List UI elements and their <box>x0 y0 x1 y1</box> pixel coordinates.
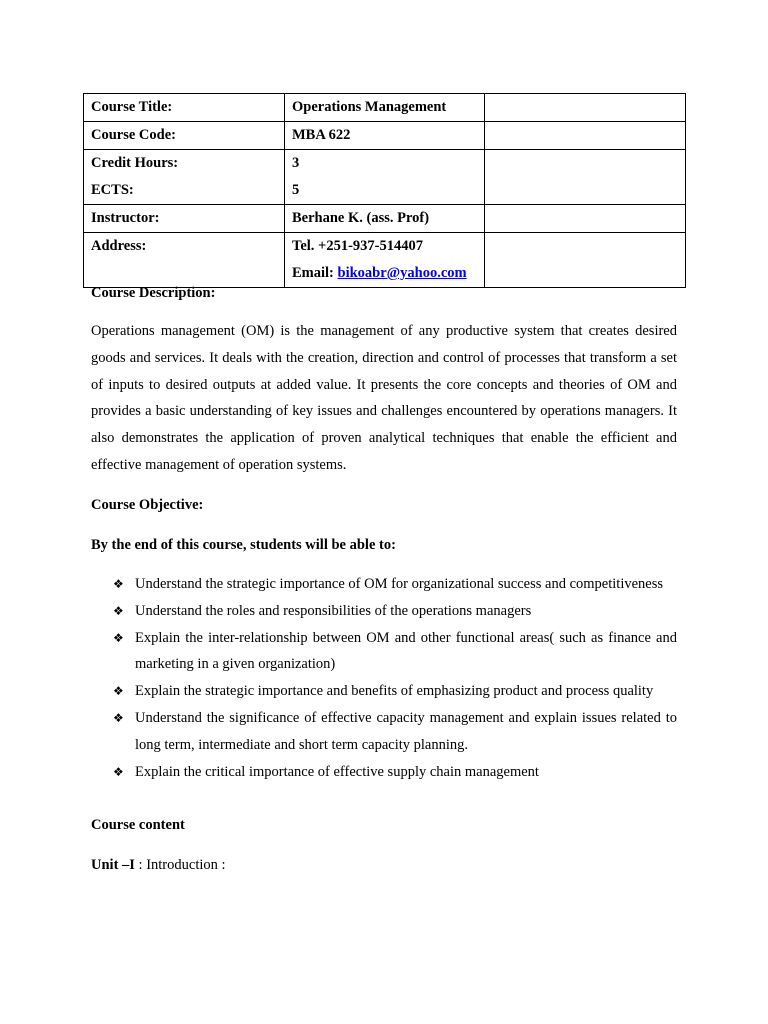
diamond-bullet-icon: ❖ <box>113 630 124 645</box>
email-link[interactable]: bikoabr@yahoo.com <box>337 265 467 281</box>
empty-cell <box>485 205 686 233</box>
list-item <box>91 571 677 598</box>
objective-text: Explain the critical importance of effective supply chain management <box>135 763 539 780</box>
course-code-label: Course Code: <box>84 122 285 150</box>
objectives-intro: By the end of this course, students will be able to: <box>91 537 396 553</box>
table-row-credits <box>84 150 686 205</box>
unit-label: Unit –I <box>91 857 135 873</box>
unit-heading <box>91 855 226 875</box>
list-item <box>91 598 677 625</box>
objective-text: Understand the roles and responsibilities of the operations managers <box>135 602 532 619</box>
diamond-bullet-icon: ❖ <box>113 710 124 725</box>
course-title-label: Course Title: <box>84 94 285 122</box>
course-objective-heading: Course Objective: <box>91 497 204 513</box>
course-description-text: Operations management (OM) is the management of any productive system that creates desired goods and services. It deals with the creation, direction and control of processes that transform a set of inputs to desired outputs at added value. It presents the core concepts and theories of OM and provides a basic understanding of key issues and challenges encountered by operations managers. It also demonstrates the application of proven analytical techniques that enable the efficient and effective management of operation systems. <box>91 323 677 473</box>
course-description-heading: Course Description: <box>91 285 216 301</box>
credit-hours-value: 3 <box>292 155 300 171</box>
table-row-course-title <box>84 94 686 122</box>
objective-text: Explain the inter-relationship between OM and other functional areas( such as finance and marketing in a given organization) <box>135 629 677 673</box>
email-label: Email: <box>292 265 338 281</box>
instructor-label: Instructor: <box>84 205 285 233</box>
instructor-value: Berhane K. (ass. Prof) <box>285 205 485 233</box>
empty-cell <box>485 94 686 122</box>
objectives-list <box>91 571 677 785</box>
empty-cell <box>485 122 686 150</box>
objective-text: Understand the significance of effective capacity management and explain issues related to long term, intermediate and short term capacity planning. <box>135 709 677 753</box>
objective-text: Understand the strategic importance of OM for organizational success and competitiveness <box>135 576 664 592</box>
tel-value: Tel. +251-937-514407 <box>292 238 423 254</box>
credits-value-cell <box>285 150 485 205</box>
email-line <box>292 260 484 287</box>
diamond-bullet-icon: ❖ <box>113 684 124 699</box>
table-row-course-code <box>84 122 686 150</box>
empty-cell <box>485 233 686 288</box>
address-value-cell <box>285 233 485 288</box>
diamond-bullet-icon: ❖ <box>113 577 124 591</box>
objective-text: Explain the strategic importance and benefits of emphasizing product and process quality <box>135 683 654 700</box>
diamond-bullet-icon: ❖ <box>113 764 124 779</box>
course-code-value: MBA 622 <box>285 122 485 150</box>
list-item <box>91 705 677 759</box>
empty-cell <box>485 150 686 205</box>
course-content-heading: Course content <box>91 817 185 833</box>
list-item <box>91 759 677 786</box>
ects-value: 5 <box>292 182 300 198</box>
list-item <box>91 678 677 705</box>
table-row-address <box>84 233 686 288</box>
diamond-bullet-icon: ❖ <box>113 603 124 618</box>
course-info-table <box>83 93 686 288</box>
ects-label: ECTS: <box>91 182 134 198</box>
course-title-value: Operations Management <box>285 94 485 122</box>
address-label: Address: <box>84 233 285 288</box>
table-row-instructor <box>84 205 686 233</box>
credit-hours-label: Credit Hours: <box>91 155 179 171</box>
unit-title: : Introduction : <box>134 857 226 873</box>
credits-label-cell <box>84 150 285 205</box>
list-item <box>91 625 677 679</box>
